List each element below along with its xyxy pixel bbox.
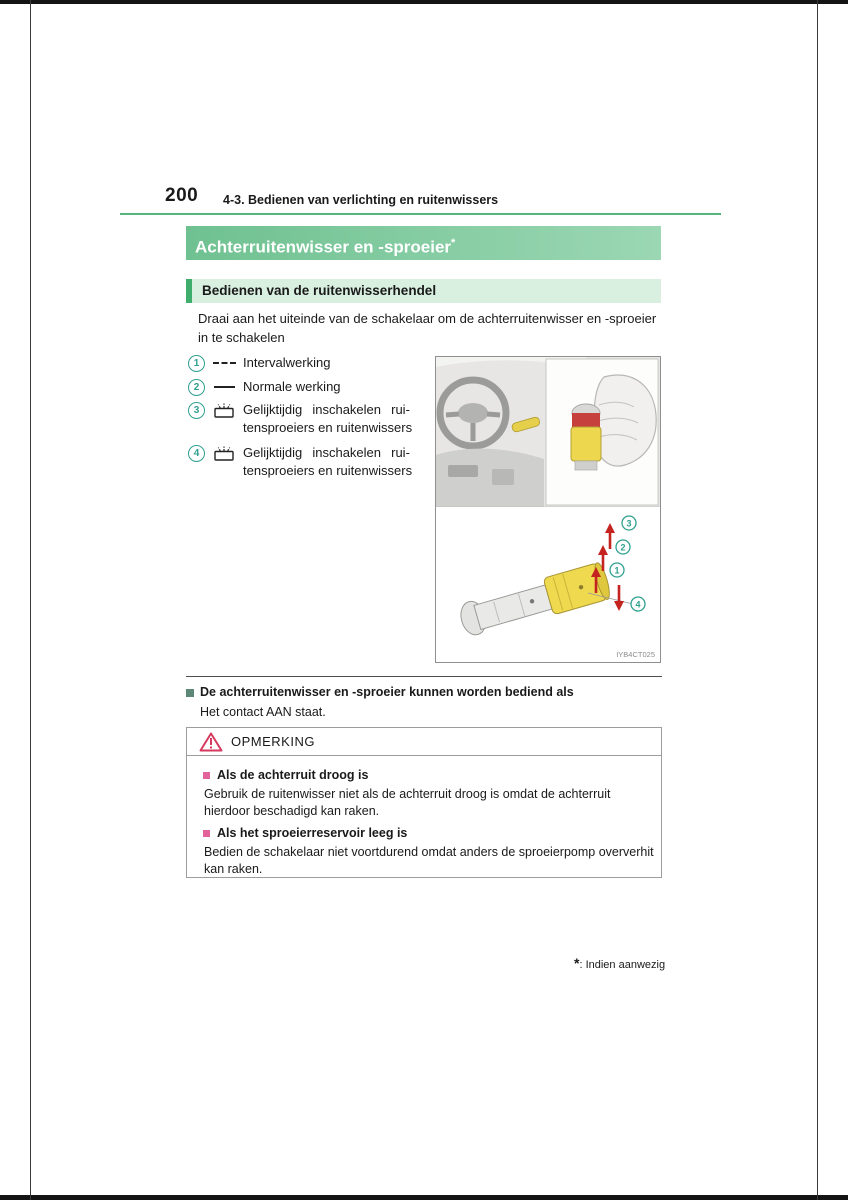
list-item-label: Gelijktijdig inschakelen rui- tensproeiers en ruitenwissers (243, 445, 413, 478)
list-item-label: Gelijktijdig inschakelen rui- tensproeiers en ruitenwissers (243, 402, 413, 435)
page-title: Achterruitenwisser en -sproeier (195, 237, 452, 257)
wiper-stalk-figure (435, 356, 661, 663)
figure-label: IYB4CT025 (616, 650, 655, 659)
notice-item-body: Gebruik de ruitenwisser niet als de achterruit droog is omdat de achterruit hierdoor beschadigd kan raken. (204, 787, 611, 818)
list-item (188, 401, 425, 437)
notice-box (186, 727, 662, 878)
page-frame-top (0, 0, 848, 4)
notice-header (187, 728, 661, 756)
figure-callout-4: 4 (635, 599, 641, 610)
list-item (188, 444, 425, 480)
pink-square-bullet-icon (203, 772, 210, 779)
warning-triangle-icon (199, 732, 223, 752)
notice-item-heading-row (203, 826, 651, 840)
rear-washer-icon (205, 401, 243, 418)
list-item-label: Intervalwerking (243, 355, 331, 370)
page-title-asterisk: * (451, 237, 456, 249)
footnote-text: : Indien aanwezig (579, 959, 666, 971)
rear-washer-icon (205, 444, 243, 461)
notice-item-heading: Als het sproeierreservoir leeg is (217, 826, 408, 840)
figure-callout-1: 1 (614, 565, 620, 576)
callout-number-2: 2 (188, 379, 205, 396)
note-intro-heading: De achterruitenwisser en -sproeier kunnen worden bediend als (200, 685, 574, 699)
footnote-asterisk: * (574, 955, 580, 971)
notice-title: OPMERKING (231, 734, 315, 749)
page-title-banner (186, 226, 661, 260)
note-intro-heading-row (186, 685, 662, 699)
header-rule (120, 213, 721, 215)
page-frame-right (817, 0, 818, 1200)
square-bullet-icon (186, 689, 194, 697)
list-item (188, 354, 425, 372)
figure-callout-2: 2 (620, 542, 626, 553)
notice-item-body: Bedien de schakelaar niet voortdurend omdat anders de sproeierpomp oververhit kan raken. (204, 845, 654, 876)
page-number: 200 (165, 185, 199, 206)
section-intro: Draai aan het uiteinde van de schakelaar om de achterruitenwisser en -sproeier in te schakelen (198, 311, 657, 345)
notice-item-heading-row (203, 768, 651, 782)
notice-body (187, 756, 661, 878)
list-item-label: Normale werking (243, 379, 341, 394)
page-frame-left (30, 0, 31, 1200)
page-frame-bottom (0, 1195, 848, 1200)
solid-line-icon (205, 378, 243, 388)
note-intro-body: Het contact AAN staat. (200, 705, 326, 719)
list-item (188, 378, 425, 396)
section-divider (186, 676, 662, 677)
dashed-line-icon (205, 354, 243, 364)
callout-number-3: 3 (188, 402, 205, 419)
notice-item-heading: Als de achterruit droog is (217, 768, 369, 782)
section-heading: Bedienen van de ruitenwisserhendel (186, 279, 661, 303)
callout-number-4: 4 (188, 445, 205, 462)
figure-callout-3: 3 (626, 518, 632, 529)
page-footnote (574, 955, 665, 971)
figure-illustration (436, 357, 660, 662)
chapter-header: 4-3. Bedienen van verlichting en ruitenwissers (223, 193, 499, 207)
callout-number-1: 1 (188, 355, 205, 372)
pink-square-bullet-icon (203, 830, 210, 837)
